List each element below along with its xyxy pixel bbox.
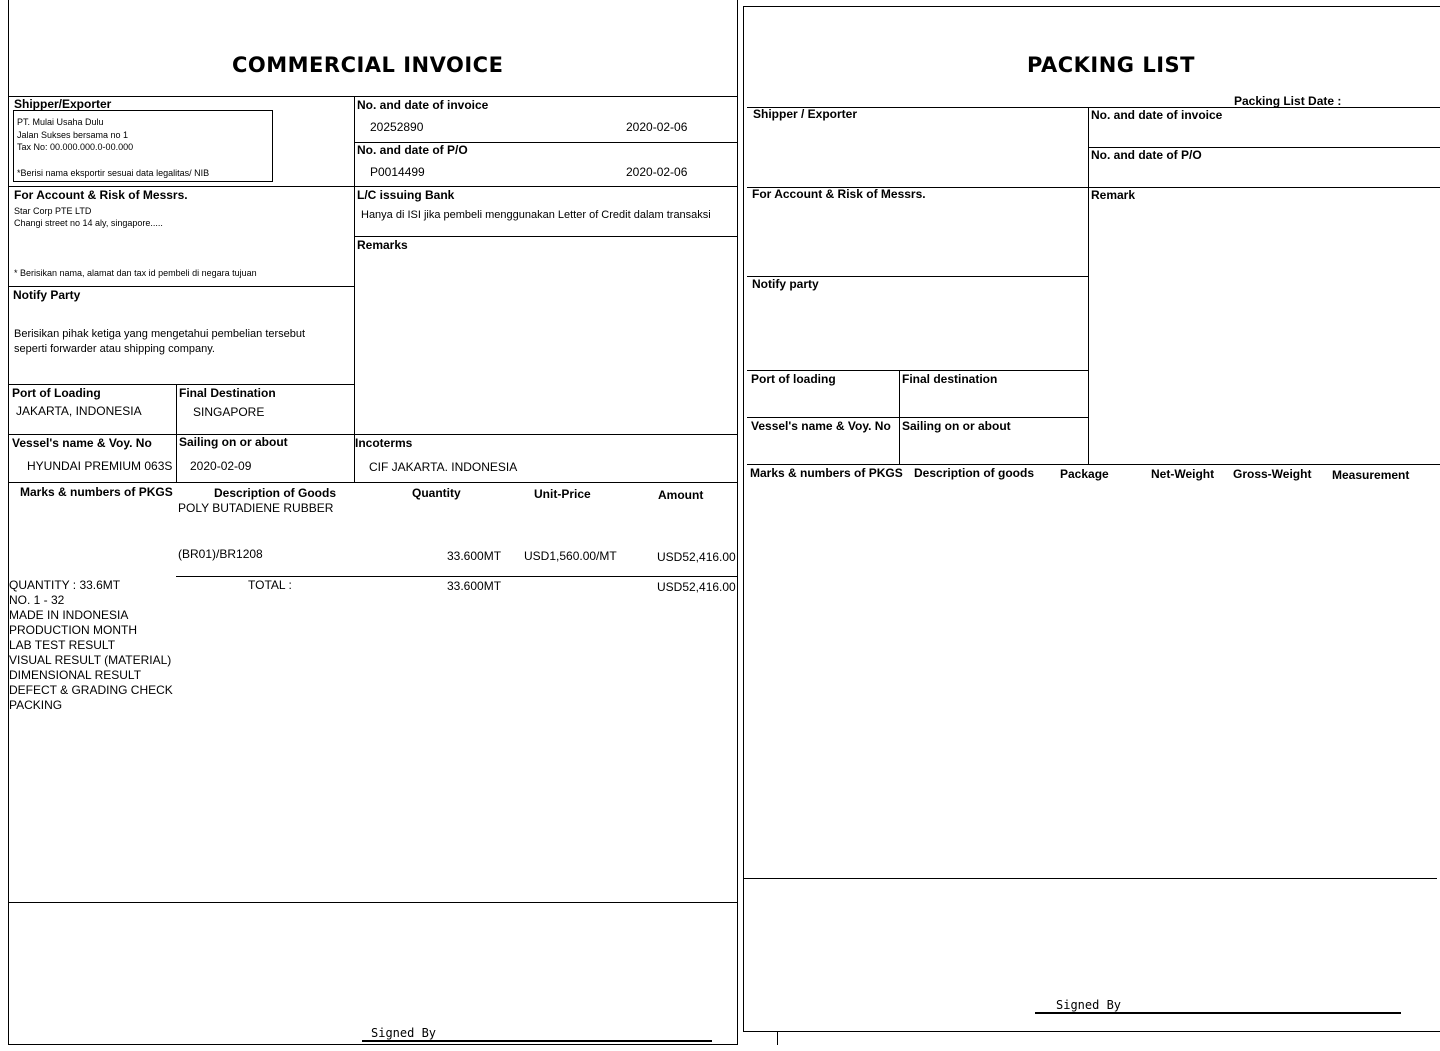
pl-col-marks: Marks & numbers of PKGS	[750, 466, 903, 480]
pl-col-package: Package	[1060, 467, 1109, 481]
divider	[747, 464, 1440, 465]
divider	[747, 417, 1088, 418]
invoice-border-left	[8, 0, 9, 1045]
divider	[176, 576, 738, 577]
divider	[8, 482, 738, 483]
invoice-no-label: No. and date of invoice	[357, 98, 489, 112]
divider	[899, 370, 900, 464]
divider	[8, 286, 354, 287]
divider	[176, 384, 177, 482]
lc-label: L/C issuing Bank	[357, 188, 455, 202]
item-quantity: 33.600MT	[447, 549, 502, 563]
pl-sailing-label: Sailing on or about	[902, 419, 1011, 433]
col-quantity: Quantity	[412, 486, 461, 500]
marks-line: NO. 1 - 32	[9, 593, 65, 607]
marks-line: DIMENSIONAL RESULT	[9, 668, 142, 682]
account-note: * Berisikan nama, alamat dan tax id pembeli di negara tujuan	[14, 268, 257, 278]
col-amount: Amount	[658, 488, 704, 502]
invoice-date: 2020-02-06	[626, 120, 688, 134]
marks-line: MADE IN INDONESIA	[9, 608, 129, 622]
final-dest-label: Final Destination	[179, 386, 276, 400]
item-description: POLY BUTADIENE RUBBER	[178, 501, 334, 515]
po-label: No. and date of P/O	[357, 143, 468, 157]
item-unit-price: USD1,560.00/MT	[524, 549, 617, 563]
marks-line: QUANTITY : 33.6MT	[9, 578, 121, 592]
invoice-title: COMMERCIAL INVOICE	[232, 53, 504, 77]
divider	[354, 96, 355, 482]
po-date: 2020-02-06	[626, 165, 688, 179]
col-marks: Marks & numbers of PKGS	[20, 485, 173, 499]
account-label: For Account & Risk of Messrs.	[14, 188, 188, 202]
shipper-tax: Tax No: 00.000.000.0-00.000	[17, 142, 134, 152]
marks-line: DEFECT & GRADING CHECK	[9, 683, 173, 697]
vessel: HYUNDAI PREMIUM 063S	[27, 459, 173, 473]
remarks-label: Remarks	[357, 238, 408, 252]
divider	[8, 902, 738, 903]
col-unit-price: Unit-Price	[534, 487, 591, 501]
notify-line-2: seperti forwarder atau shipping company.	[14, 343, 215, 355]
divider	[8, 434, 738, 435]
col-description: Description of Goods	[214, 486, 337, 500]
divider	[743, 878, 1437, 879]
divider	[8, 384, 354, 385]
pl-final-dest-label: Final destination	[902, 372, 998, 386]
total-amount: USD52,416.00	[657, 580, 736, 594]
sailing: 2020-02-09	[190, 459, 252, 473]
pl-notify-label: Notify party	[752, 277, 819, 291]
pl-vessel-label: Vessel's name & Voy. No	[751, 419, 891, 433]
invoice-border-bottom	[8, 1044, 738, 1045]
po-no: P0014499	[370, 165, 425, 179]
packing-border-top	[743, 6, 1440, 7]
pl-account-label: For Account & Risk of Messrs.	[752, 187, 926, 201]
invoice-no: 20252890	[370, 120, 424, 134]
account-name: Star Corp PTE LTD	[14, 206, 92, 216]
marks-line: LAB TEST RESULT	[9, 638, 116, 652]
invoice-header-line	[8, 96, 738, 97]
marks-line: PACKING	[9, 698, 63, 712]
pl-col-measurement: Measurement	[1332, 468, 1410, 482]
pl-col-gross-weight: Gross-Weight	[1233, 467, 1312, 481]
divider	[747, 370, 1088, 371]
pl-shipper-label: Shipper / Exporter	[753, 107, 858, 121]
shipping-marks	[9, 578, 173, 713]
lc-text: Hanya di ISI jika pembeli menggunakan Letter of Credit dalam transaksi	[361, 209, 711, 221]
account-address: Changi street no 14 aly, singapore.....	[14, 218, 163, 228]
divider	[8, 186, 738, 187]
total-label: TOTAL :	[248, 578, 292, 592]
shipper-address: Jalan Sukses bersama no 1	[17, 130, 129, 140]
packing-border-bottom	[743, 1031, 1440, 1032]
incoterms: CIF JAKARTA. INDONESIA	[369, 460, 518, 474]
shipper-name: PT. Mulai Usaha Dulu	[17, 117, 104, 127]
vessel-label: Vessel's name & Voy. No	[12, 436, 152, 450]
marks-line: PRODUCTION MONTH	[9, 623, 137, 637]
marks-line: VISUAL RESULT (MATERIAL)	[9, 653, 172, 667]
packing-signed-by: Signed By	[1056, 998, 1122, 1012]
shipper-label: Shipper/Exporter	[14, 97, 112, 111]
packing-title: PACKING LIST	[1027, 53, 1195, 77]
pl-col-net-weight: Net-Weight	[1151, 467, 1215, 481]
sailing-label: Sailing on or about	[179, 435, 288, 449]
pl-remark-label: Remark	[1091, 188, 1136, 202]
invoice-signed-by: Signed By	[371, 1026, 437, 1040]
pl-port-loading-label: Port of loading	[751, 372, 836, 386]
packing-date-label: Packing List Date :	[1234, 94, 1342, 108]
pl-col-description: Description of goods	[914, 466, 1034, 480]
notify-line-1: Berisikan pihak ketiga yang mengetahui pembelian tersebut	[14, 328, 306, 340]
pl-po-label: No. and date of P/O	[1091, 148, 1202, 162]
item-amount: USD52,416.00	[657, 550, 736, 564]
divider	[1088, 107, 1089, 464]
notify-label: Notify Party	[13, 288, 81, 302]
invoice-border-right	[737, 0, 738, 1045]
incoterms-label: Incoterms	[355, 436, 413, 450]
port-loading-label: Port of Loading	[12, 386, 101, 400]
port-loading: JAKARTA, INDONESIA	[16, 404, 142, 418]
divider	[354, 236, 738, 237]
packing-signature-line	[1035, 1012, 1401, 1014]
shipper-note: *Berisi nama eksportir sesuai data legalitas/ NIB	[17, 168, 210, 178]
item-code: (BR01)/BR1208	[178, 547, 263, 561]
total-quantity: 33.600MT	[447, 579, 502, 593]
invoice-signature-line	[362, 1040, 712, 1042]
divider	[777, 1031, 778, 1045]
final-dest: SINGAPORE	[193, 405, 265, 419]
shipper-box	[13, 110, 273, 182]
pl-invoice-no-label: No. and date of invoice	[1091, 108, 1223, 122]
